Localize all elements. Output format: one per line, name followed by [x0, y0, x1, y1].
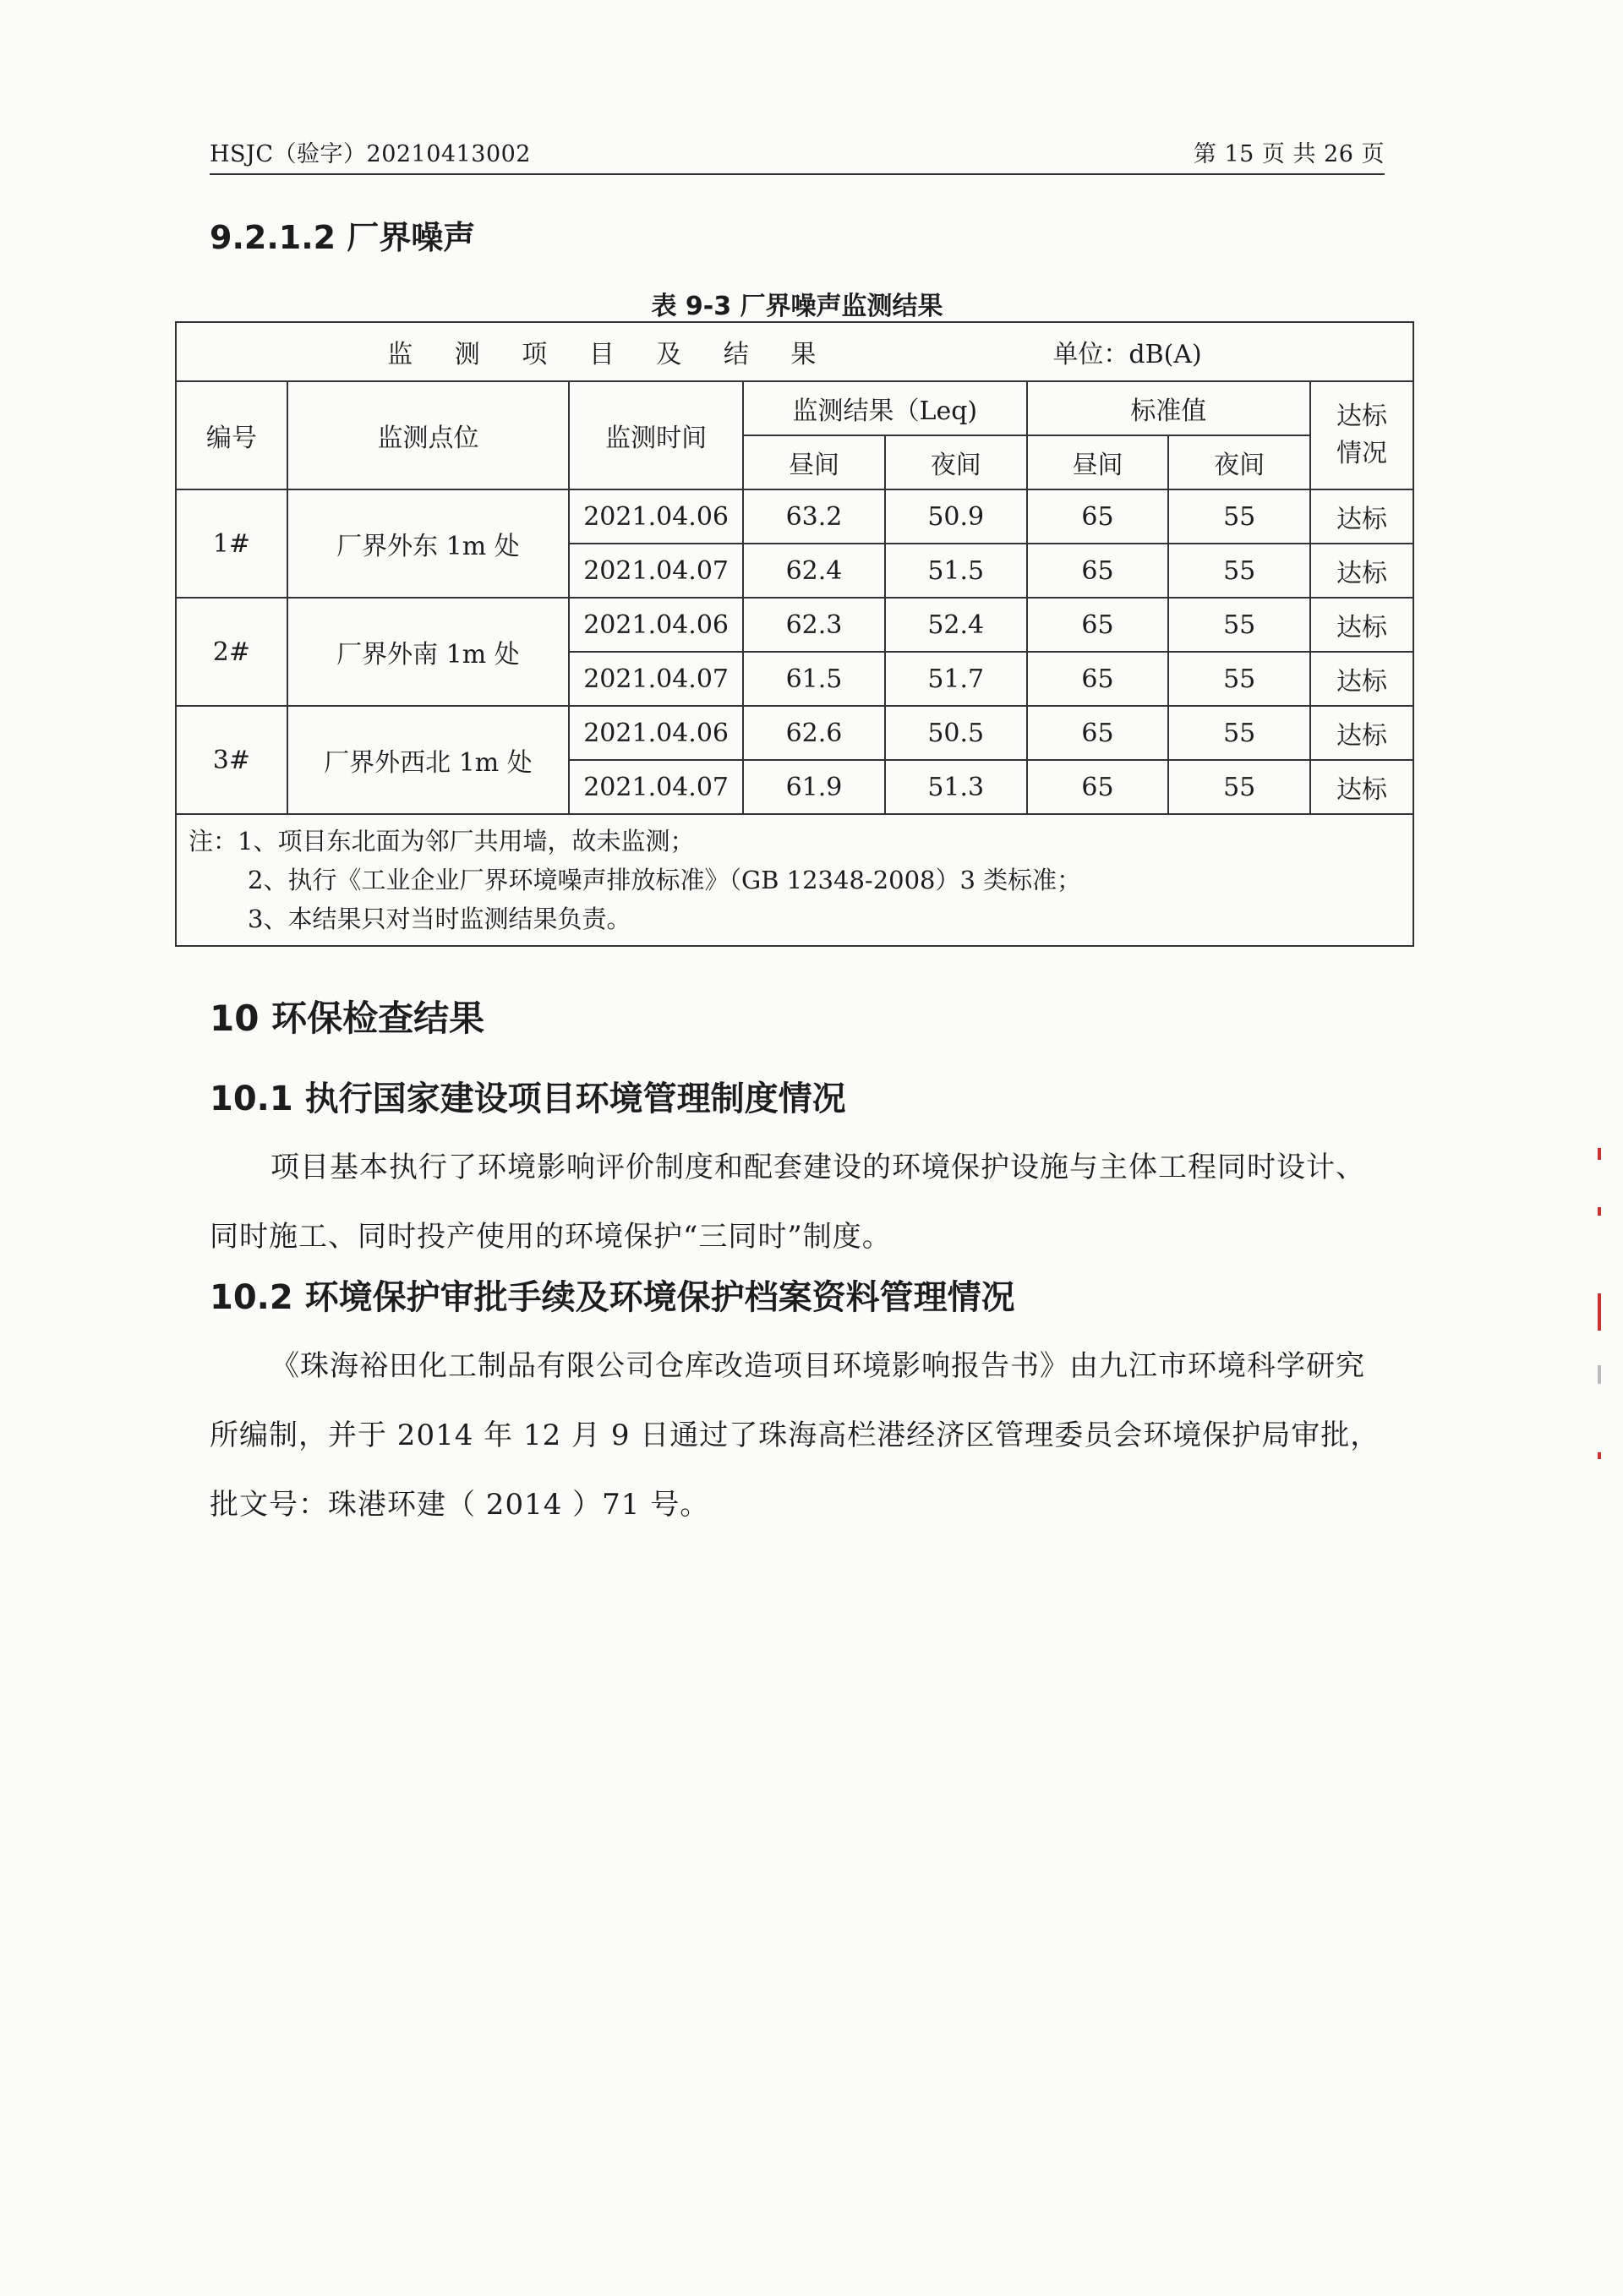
- edge-mark: [1598, 1207, 1601, 1216]
- cell-status: 达标: [1310, 598, 1413, 652]
- cell-status: 达标: [1310, 489, 1413, 544]
- cell-std-day: 65: [1027, 489, 1169, 544]
- cell-std-night: 55: [1168, 760, 1310, 814]
- header-time: 监测时间: [569, 381, 743, 489]
- cell-std-night: 55: [1168, 652, 1310, 706]
- edge-mark: [1598, 1148, 1601, 1160]
- cell-std-night: 55: [1168, 544, 1310, 598]
- header-std-night: 夜间: [1168, 435, 1310, 489]
- header-result-night: 夜间: [885, 435, 1027, 489]
- header-result-day: 昼间: [743, 435, 885, 489]
- cell-std-day: 65: [1027, 760, 1169, 814]
- cell-no: 1#: [176, 489, 287, 598]
- cell-day: 62.4: [743, 544, 885, 598]
- cell-day: 61.5: [743, 652, 885, 706]
- cell-day: 63.2: [743, 489, 885, 544]
- edge-mark: [1598, 1293, 1601, 1331]
- cell-std-day: 65: [1027, 706, 1169, 760]
- cell-std-day: 65: [1027, 652, 1169, 706]
- header-standard: 标准值: [1027, 381, 1310, 435]
- cell-std-day: 65: [1027, 598, 1169, 652]
- table-caption: 表 9-3 厂界噪声监测结果: [651, 292, 943, 321]
- cell-date: 2021.04.07: [569, 760, 743, 814]
- cell-no: 2#: [176, 598, 287, 706]
- cell-date: 2021.04.06: [569, 598, 743, 652]
- note-2: 2、执行《工业企业厂界环境噪声排放标准》（GB 12348-2008）3 类标准；: [248, 866, 1082, 894]
- note-1: 注：1、项目东北面为邻厂共用墙，故未监测；: [189, 827, 695, 856]
- cell-status: 达标: [1310, 652, 1413, 706]
- table-row: [176, 598, 1413, 652]
- table-title-row: [176, 322, 1413, 381]
- cell-std-night: 55: [1168, 706, 1310, 760]
- paragraph-10-2: 《珠海裕田化工制品有限公司仓库改造项目环境影响报告书》由九江市环境科学研究所编制，并于 2014 年 12 月 9 日通过了珠海高栏港经济区管理委员会环境保护局审批，批文号：珠港环建（ 2014 ）71 号。: [210, 1349, 1380, 1522]
- section-heading-10: 10 环保检查结果: [210, 998, 485, 1039]
- cell-status: 达标: [1310, 760, 1413, 814]
- cell-day: 61.9: [743, 760, 885, 814]
- cell-location: 厂界外西北 1m 处: [287, 706, 569, 814]
- page-info: 第 15 页 共 26 页: [1193, 141, 1385, 167]
- cell-status: 达标: [1310, 544, 1413, 598]
- cell-std-day: 65: [1027, 544, 1169, 598]
- section-heading-10-2: 10.2 环境保护审批手续及环境保护档案资料管理情况: [210, 1278, 1015, 1317]
- cell-date: 2021.04.06: [569, 706, 743, 760]
- table-title: 监 测 项 目 及 结 果: [387, 340, 833, 369]
- cell-std-night: 55: [1168, 489, 1310, 544]
- cell-status: 达标: [1310, 706, 1413, 760]
- cell-date: 2021.04.07: [569, 652, 743, 706]
- header-status: 达标情况: [1310, 381, 1413, 489]
- header-no: 编号: [176, 381, 287, 489]
- cell-std-night: 55: [1168, 598, 1310, 652]
- header-result: 监测结果（Leq): [743, 381, 1027, 435]
- table-unit: 单位：dB(A): [1052, 340, 1202, 369]
- cell-no: 3#: [176, 706, 287, 814]
- table-row: [176, 489, 1413, 544]
- noise-results-table: [175, 321, 1414, 947]
- cell-date: 2021.04.06: [569, 489, 743, 544]
- cell-day: 62.3: [743, 598, 885, 652]
- table-notes: [176, 814, 1413, 946]
- cell-night: 51.5: [885, 544, 1027, 598]
- doc-code: HSJC（验字）20210413002: [210, 141, 531, 167]
- header-std-day: 昼间: [1027, 435, 1169, 489]
- table-row: [176, 706, 1413, 760]
- section-heading-9-2-1-2: 9.2.1.2 厂界噪声: [210, 219, 476, 256]
- edge-mark: [1598, 1365, 1601, 1384]
- paragraph-10-1: 项目基本执行了环境影响评价制度和配套建设的环境保护设施与主体工程同时设计、同时施工、同时投产使用的环境保护“三同时”制度。: [210, 1151, 1365, 1254]
- page-header: [210, 135, 1385, 175]
- cell-night: 50.5: [885, 706, 1027, 760]
- cell-date: 2021.04.07: [569, 544, 743, 598]
- edge-mark: [1598, 1452, 1601, 1459]
- note-3: 3、本结果只对当时监测结果负责。: [248, 905, 631, 933]
- cell-night: 50.9: [885, 489, 1027, 544]
- cell-night: 51.3: [885, 760, 1027, 814]
- cell-location: 厂界外南 1m 处: [287, 598, 569, 706]
- cell-day: 62.6: [743, 706, 885, 760]
- cell-night: 51.7: [885, 652, 1027, 706]
- header-location: 监测点位: [287, 381, 569, 489]
- cell-location: 厂界外东 1m 处: [287, 489, 569, 598]
- cell-night: 52.4: [885, 598, 1027, 652]
- section-heading-10-1: 10.1 执行国家建设项目环境管理制度情况: [210, 1080, 846, 1118]
